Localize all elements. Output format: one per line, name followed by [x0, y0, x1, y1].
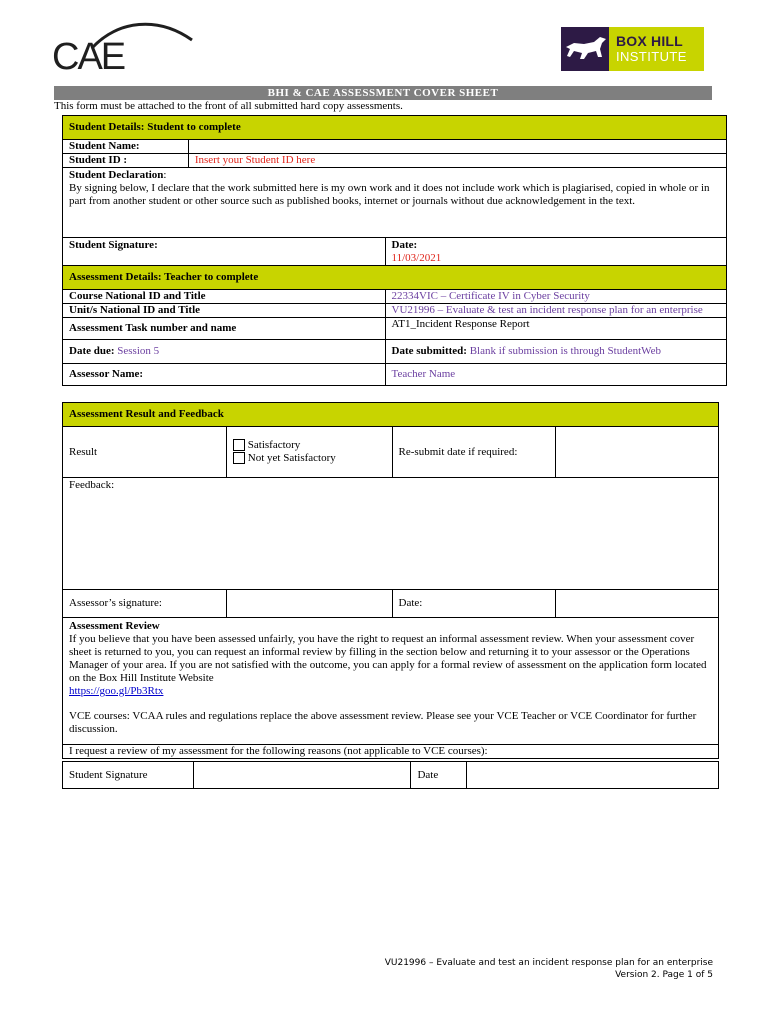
resubmit-label: Re-submit date if required: — [392, 427, 556, 478]
student-name-field[interactable] — [188, 140, 726, 154]
student-details-table — [62, 115, 727, 386]
task-label: Assessment Task number and name — [63, 318, 386, 340]
assessment-details-header: Assessment Details: Teacher to complete — [63, 266, 727, 290]
review-signature-table — [62, 761, 719, 789]
result-label: Result — [63, 427, 227, 478]
student-id-label: Student ID : — [63, 154, 189, 168]
vce-text: VCE courses: VCAA rules and regulations replace the above assessment review. Please see your VCE Teacher or VCE Coordinator for further discussion. — [69, 710, 697, 735]
date-due-cell[interactable] — [63, 340, 386, 364]
student-date-label: Date: — [391, 239, 418, 251]
logo-line1: BOX HILL — [616, 33, 683, 49]
logo-line2: INSTITUTE — [616, 49, 687, 64]
result-feedback-table — [62, 402, 719, 759]
task-value[interactable]: AT1_Incident Response Report — [385, 318, 727, 340]
unit-value[interactable]: VU21996 – Evaluate & test an incident response plan for an enterprise — [385, 304, 727, 318]
assessment-review — [63, 618, 719, 745]
not-satisfactory-option[interactable] — [233, 452, 386, 465]
review-date-field[interactable] — [467, 762, 719, 789]
result-feedback-header: Assessment Result and Feedback — [63, 403, 719, 427]
student-date-cell[interactable] — [385, 238, 727, 266]
date-due-label: Date due: — [69, 345, 115, 357]
cae-logo — [52, 14, 192, 76]
student-date-value: 11/03/2021 — [391, 252, 442, 264]
date-submitted-value: Blank if submission is through StudentWeb — [469, 345, 662, 357]
feedback-box[interactable] — [63, 478, 719, 590]
student-id-field[interactable]: Insert your Student ID here — [188, 154, 726, 168]
student-signature2-field[interactable] — [193, 762, 411, 789]
cae-logo-text: CAE — [52, 36, 125, 78]
assessor-date-label: Date: — [392, 590, 556, 618]
student-name-label: Student Name: — [63, 140, 189, 154]
horse-icon — [564, 33, 608, 65]
footer-version: Version 2. Page 1 of 5 — [615, 970, 713, 980]
assessor-name-value[interactable]: Teacher Name — [385, 364, 727, 386]
date-submitted-cell[interactable] — [385, 340, 727, 364]
assessor-date-field[interactable] — [556, 590, 719, 618]
assessor-signature-label: Assessor’s signature: — [63, 590, 227, 618]
page-title: BHI & CAE ASSESSMENT COVER SHEET — [54, 86, 712, 100]
review-date-label: Date — [411, 762, 467, 789]
student-signature2-label: Student Signature — [63, 762, 194, 789]
footer-unit: VU21996 – Evaluate and test an incident response plan for an enterprise — [384, 958, 713, 968]
assessor-signature-field[interactable] — [226, 590, 392, 618]
date-due-value: Session 5 — [117, 345, 160, 357]
review-request-text: I request a review of my assessment for the following reasons (not applicable to VCE courses): — [63, 745, 719, 759]
course-label: Course National ID and Title — [63, 290, 386, 304]
result-options — [226, 427, 392, 478]
satisfactory-label: Satisfactory — [247, 439, 301, 451]
not-satisfactory-checkbox[interactable] — [233, 452, 245, 464]
review-text: If you believe that you have been assessed unfairly, you have the right to request an informal assessment review. When your assessment cover sheet is returned to you, you can request an informal review by filling in the section below and returning it to your assessor or the Operations Manager of your area. If you are not satisfied with the outcome, you can apply for a formal review of assessment on the application form located on the Box Hill Institute Website — [69, 633, 707, 684]
satisfactory-option[interactable] — [233, 439, 386, 452]
box-hill-institute-logo — [561, 27, 704, 71]
student-declaration — [63, 168, 727, 238]
page-footer — [385, 957, 713, 981]
feedback-label: Feedback: — [69, 479, 115, 491]
page-subtitle: This form must be attached to the front of all submitted hard copy assessments. — [54, 100, 403, 112]
declaration-text: By signing below, I declare that the work submitted here is my own work and it does not include work which is plagiarised, copied in whole or in part from another student or other source such as published books, internet or journals without due acknowledgement in the text. — [69, 182, 710, 207]
review-spacer — [69, 698, 712, 710]
declaration-colon: : — [163, 169, 167, 181]
resubmit-field[interactable] — [556, 427, 719, 478]
assessor-name-label: Assessor Name: — [63, 364, 386, 386]
date-submitted-label: Date submitted: — [391, 345, 467, 357]
declaration-label: Student Declaration — [69, 169, 164, 181]
satisfactory-checkbox[interactable] — [233, 439, 245, 451]
not-satisfactory-label: Not yet Satisfactory — [247, 452, 336, 464]
student-signature-label: Student Signature: — [63, 238, 386, 266]
student-details-header: Student Details: Student to complete — [63, 116, 727, 140]
review-title: Assessment Review — [69, 620, 160, 632]
course-value[interactable]: 22334VIC – Certificate IV in Cyber Security — [385, 290, 727, 304]
unit-label: Unit/s National ID and Title — [63, 304, 386, 318]
review-link[interactable]: https://goo.gl/Pb3Rtx — [69, 685, 164, 697]
